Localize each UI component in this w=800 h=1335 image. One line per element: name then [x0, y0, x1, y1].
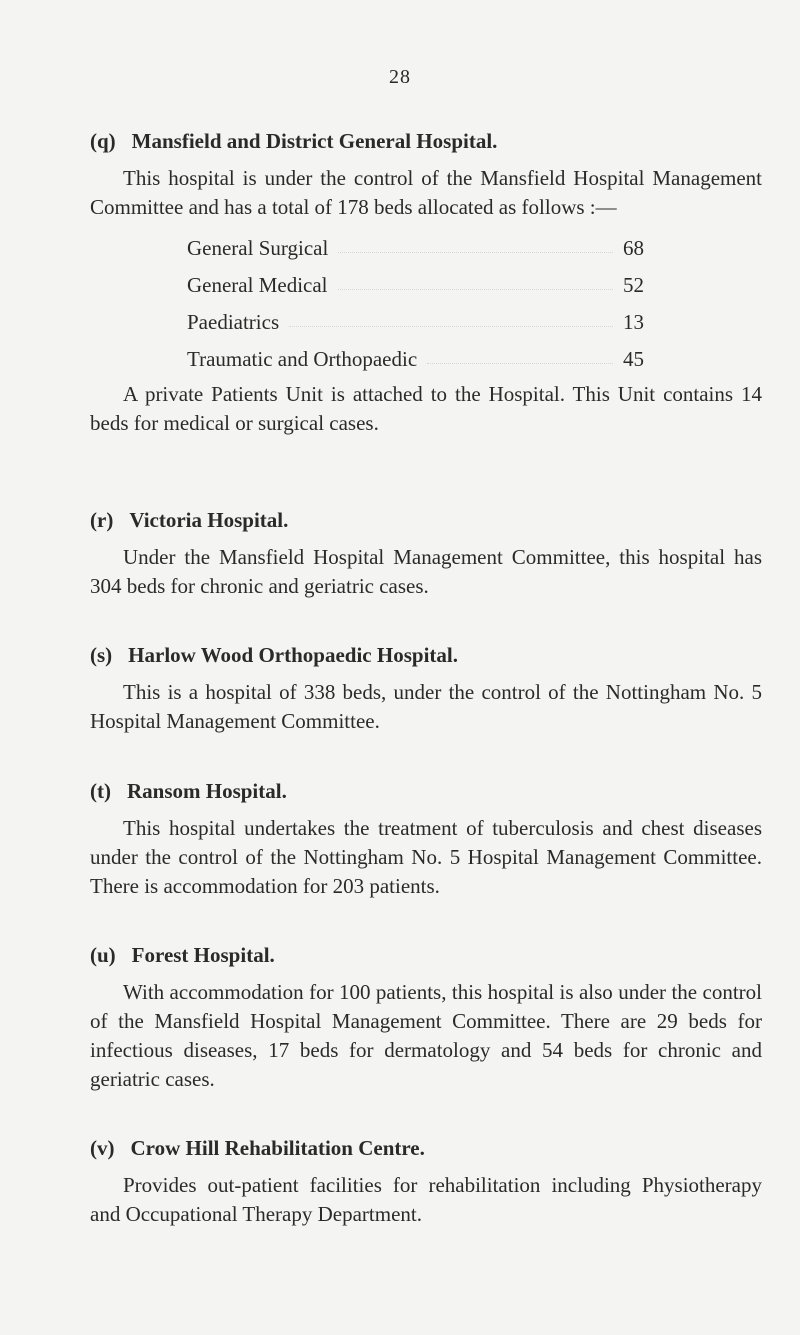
- allocation-value: 52: [623, 273, 644, 297]
- leader-dots: [338, 230, 613, 253]
- section-letter: (q): [90, 129, 116, 153]
- section-s-body: This is a hospital of 338 beds, under the control of the Nottingham No. 5 Hospital Management Committee.: [90, 680, 762, 733]
- section-letter: (v): [90, 1136, 115, 1160]
- section-title: Victoria Hospital.: [129, 508, 289, 532]
- section-s-heading: [90, 642, 762, 668]
- leader-dots: [427, 341, 613, 364]
- allocation-label: Paediatrics: [187, 310, 280, 334]
- allocation-label: General Surgical: [187, 236, 329, 260]
- section-r-heading: [90, 507, 762, 533]
- leader-dots: [338, 267, 613, 290]
- allocation-value: 13: [623, 310, 644, 334]
- section-letter: (s): [90, 643, 113, 667]
- allocation-row: [187, 267, 644, 304]
- allocation-row: [187, 230, 644, 267]
- section-q-heading: [90, 128, 762, 154]
- leader-dots: [289, 304, 613, 327]
- section-letter: (u): [90, 943, 116, 967]
- page-number: 28: [389, 66, 411, 88]
- section-v-body: Provides out-patient facilities for rehabilitation including Physiotherapy and Occupational Therapy Department.: [90, 1173, 762, 1226]
- section-q-intro: This hospital is under the control of the Mansfield Hospital Management Committee and has a total of 178 beds allocated as follows :—: [90, 166, 762, 219]
- allocation-row: [187, 304, 644, 341]
- section-title: Ransom Hospital.: [126, 779, 287, 803]
- section-v: [90, 1135, 762, 1229]
- bed-allocation-list: [187, 230, 644, 378]
- section-u: [90, 942, 762, 1094]
- section-title: Crow Hill Rehabilitation Centre.: [130, 1136, 425, 1160]
- section-u-body: With accommodation for 100 patients, this hospital is also under the control of the Mansfield Hospital Management Committee. There are 29 beds for infectious diseases, 17 beds for dermatology and 54 beds for chronic and geriatric cases.: [90, 980, 762, 1091]
- allocation-value: 68: [623, 236, 644, 260]
- section-s: [90, 642, 762, 736]
- section-title: Mansfield and District General Hospital.: [131, 129, 498, 153]
- allocation-row: [187, 341, 644, 378]
- section-r: [90, 507, 762, 601]
- section-v-heading: [90, 1135, 762, 1161]
- section-r-body: Under the Mansfield Hospital Management Committee, this hospital has 304 beds for chronic and geriatric cases.: [90, 545, 762, 598]
- section-title: Harlow Wood Orthopaedic Hospital.: [128, 643, 458, 667]
- allocation-value: 45: [623, 347, 644, 371]
- section-q: [90, 128, 762, 438]
- section-q-outro: A private Patients Unit is attached to the Hospital. This Unit contains 14 beds for medical or surgical cases.: [90, 382, 762, 435]
- section-u-heading: [90, 942, 762, 968]
- section-letter: (t): [90, 779, 111, 803]
- section-t-heading: [90, 778, 762, 804]
- section-t: [90, 778, 762, 901]
- allocation-label: General Medical: [187, 273, 328, 297]
- section-letter: (r): [90, 508, 114, 532]
- section-t-body: This hospital undertakes the treatment of tuberculosis and chest diseases under the control of the Nottingham No. 5 Hospital Management Committee. There is accommodation for 203 patients.: [90, 816, 762, 898]
- section-title: Forest Hospital.: [131, 943, 275, 967]
- allocation-label: Traumatic and Orthopaedic: [187, 347, 418, 371]
